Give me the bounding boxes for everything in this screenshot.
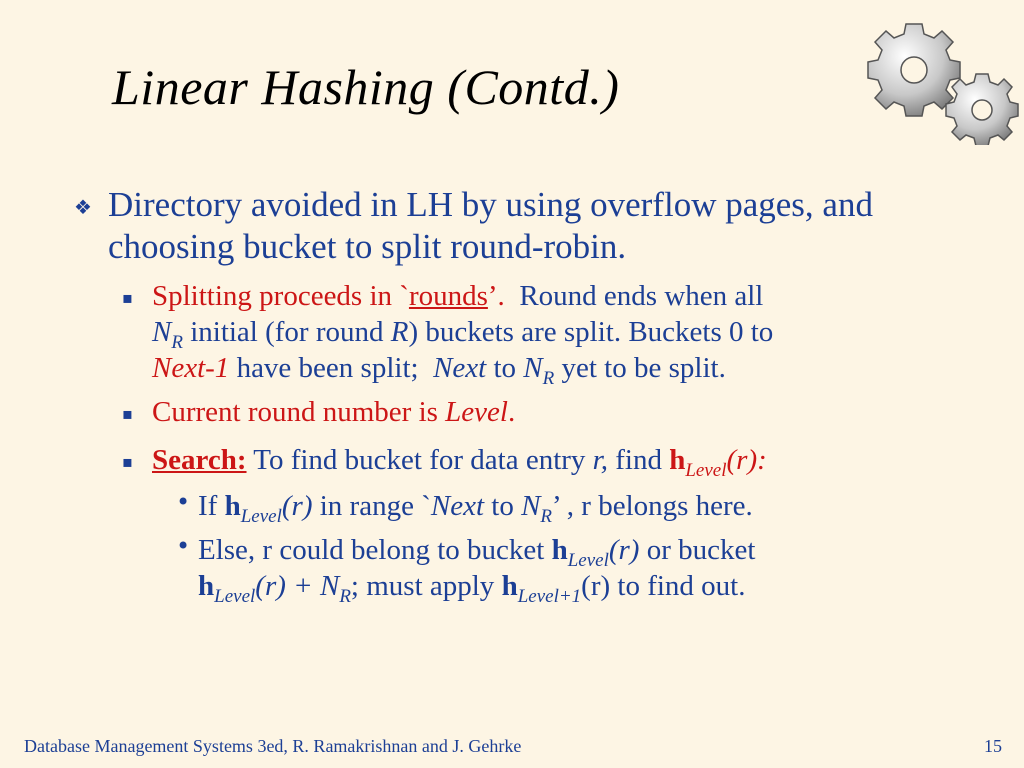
round-ends-text: Round ends when all: [519, 280, 764, 312]
level-subscript-4: Level: [214, 585, 256, 607]
h-func-2: h: [224, 490, 241, 522]
footer-citation: Database Management Systems 3ed, R. Ramakrishnan and J. Gehrke: [24, 736, 522, 756]
else-text: Else, r could belong to bucket: [198, 534, 545, 566]
level-subscript-2: Level: [240, 505, 282, 527]
h-arg-3: (r): [608, 534, 640, 566]
been-split-text: have been split;: [236, 352, 419, 384]
dot-bullet-icon: •: [176, 488, 191, 516]
level-subscript-3: Level: [567, 549, 609, 571]
page-number: 15: [984, 736, 1002, 756]
level-plus-one-subscript: Level+1: [517, 585, 582, 607]
or-bucket-text: or bucket: [646, 534, 756, 566]
r-subscript-3: R: [540, 505, 553, 527]
buckets-split-text: ) buckets are split. Buckets 0 to: [408, 316, 774, 348]
range-text: in range `: [319, 490, 431, 522]
gear-small-icon: [946, 74, 1018, 145]
to-text: to: [493, 352, 517, 384]
r-var: r,: [592, 444, 608, 476]
gears-icon: [862, 20, 1022, 145]
search-term: Search:: [152, 444, 247, 476]
sub-bullet-else: [198, 532, 978, 607]
h-arg: (r):: [726, 444, 767, 476]
n-symbol-4: N: [319, 570, 340, 602]
n-symbol-2: N: [523, 352, 543, 384]
rounds-close: ’.: [487, 280, 505, 312]
dot-bullet-icon: •: [176, 532, 191, 560]
r-subscript: R: [171, 331, 183, 353]
initial-text: initial (for round: [190, 316, 384, 348]
h-func-3: h: [551, 534, 568, 566]
gear-large-icon: [868, 24, 960, 116]
n-symbol: N: [152, 316, 172, 348]
sub-bullet-if: [198, 488, 978, 527]
next-symbol: Next: [433, 352, 487, 384]
must-apply-text: ; must apply: [350, 570, 495, 602]
yet-split-text: yet to be split.: [561, 352, 726, 384]
to-text-2: to: [491, 490, 514, 522]
splitting-text: Splitting proceeds in `: [152, 280, 409, 312]
n-symbol-3: N: [521, 490, 541, 522]
bullet-4-search: [152, 442, 972, 481]
if-text: If: [198, 490, 218, 522]
r-symbol: R: [390, 316, 409, 348]
bullet-2-rounds: [152, 278, 972, 389]
belongs-text: ’ , r belongs here.: [552, 490, 753, 522]
level-term: Level: [445, 396, 508, 428]
square-bullet-icon: ▪: [122, 288, 133, 307]
h-func: h: [669, 444, 686, 476]
slide-title: Linear Hashing (Contd.): [112, 59, 620, 115]
h-func-5: h: [501, 570, 518, 602]
r-subscript-4: R: [339, 585, 351, 607]
rounds-term: rounds: [408, 280, 488, 312]
r-subscript-2: R: [542, 367, 555, 389]
bullet-1: Directory avoided in LH by using overflow pages, and choosing bucket to split round-robin.: [108, 185, 873, 266]
find-out-text: (r) to find out.: [581, 570, 746, 602]
h-arg-4: (r) +: [255, 570, 313, 602]
bullet-3-level: [152, 394, 972, 430]
square-bullet-icon: ▪: [122, 452, 133, 471]
level-subscript: Level: [685, 459, 727, 481]
square-bullet-icon: ▪: [122, 404, 133, 423]
search-text: To find bucket for data entry: [253, 444, 586, 476]
find-text: find: [615, 444, 662, 476]
next-symbol-2: Next: [430, 490, 485, 522]
next-minus-one: Next-1: [152, 352, 230, 384]
current-round-text: Current round number is: [152, 396, 438, 428]
h-arg-2: (r): [281, 490, 313, 522]
diamond-bullet-icon: ❖: [74, 195, 92, 219]
level-dot: .: [507, 396, 516, 428]
h-func-4: h: [198, 570, 215, 602]
